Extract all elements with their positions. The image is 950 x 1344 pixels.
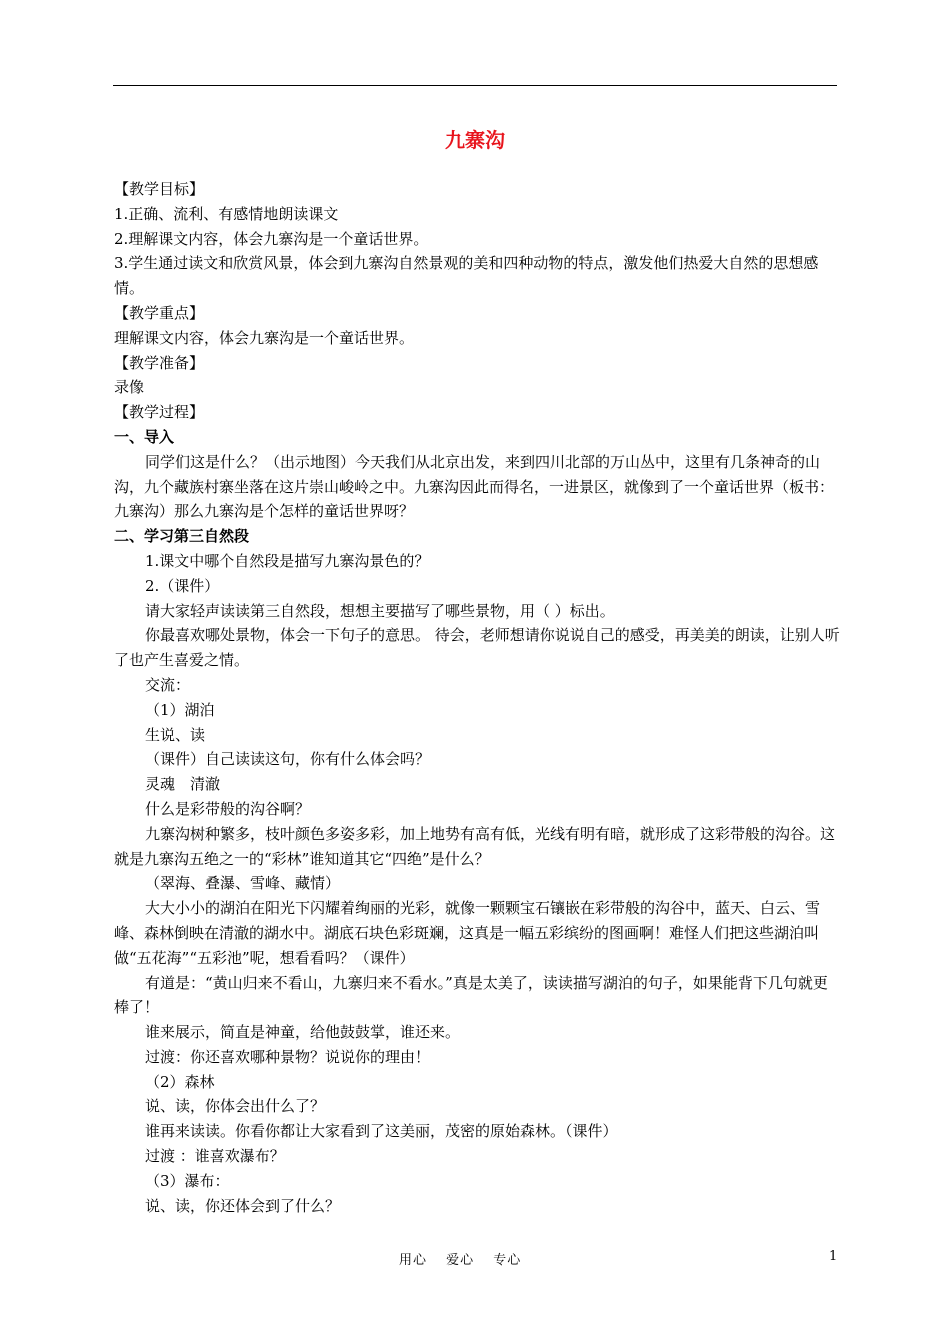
paragraph: 3.学生通过读文和欣赏风景，体会到九寨沟自然景观的美和四种动物的特点，激发他们热爱大自然的思想感情。	[114, 254, 819, 298]
footer-motto: 用心 爱心 专心	[399, 1253, 522, 1268]
paragraph: 同学们这是什么？（出示地图）今天我们从北京出发，来到四川北部的万山丛中，这里有几条神奇的山沟，九个藏族村寨坐落在这片崇山峻岭之中。九寨沟因此而得名，一进景区，就像到了一个童话世界（板书：九寨沟）那么九寨沟是个怎样的童话世界呀？	[114, 452, 835, 521]
document-title: 九寨沟	[445, 128, 505, 152]
paragraph: 【教学目标】	[114, 180, 205, 198]
paragraph: 2.（课件）	[145, 576, 220, 595]
paragraph: 你最喜欢哪处景物，体会一下句子的意思。 待会，老师想请你说说自己的感受，再美美的朗读，让别人听了也产生喜爱之情。	[114, 626, 840, 670]
paragraph: 什么是彩带般的沟谷啊？	[145, 799, 311, 818]
paragraph: （课件）自己读读这句，你有什么体会吗？	[145, 750, 431, 769]
paragraph: 【教学准备】	[114, 353, 205, 372]
paragraph: 1.正确、流利、有感情地朗读课文	[114, 204, 339, 223]
paragraph: 【教学过程】	[114, 403, 205, 422]
paragraph: 录像	[114, 378, 145, 397]
paragraph: 大大小小的湖泊在阳光下闪耀着绚丽的光彩，就像一颗颗宝石镶嵌在彩带般的沟谷中，蓝天、白云、雪峰、森林倒映在清澈的湖水中。湖底石块色彩斑斓，这真是一幅五彩缤纷的图画啊！难怪人们把这些湖泊叫做“五花海”“五彩池”呢，想看看吗？（课件）	[114, 899, 821, 967]
section-heading: 一、导入	[114, 427, 175, 446]
section-heading: 二、学习第三自然段	[114, 527, 250, 546]
paragraph: 理解课文内容，体会九寨沟是一个童话世界。	[114, 328, 415, 347]
paragraph: 谁来展示，简直是神童，给他鼓鼓掌，谁还来。	[145, 1023, 461, 1042]
paragraph: （翠海、叠瀑、雪峰、藏情）	[145, 874, 341, 893]
document-body	[114, 177, 840, 1218]
paragraph: 生说、读	[145, 725, 206, 744]
paragraph: 说、读，你体会出什么了？	[145, 1097, 326, 1116]
paragraph: 说、读，你还体会到了什么？	[145, 1196, 341, 1215]
paragraph: 九寨沟树种繁多，枝叶颜色多姿多彩，加上地势有高有低，光线有明有暗，就形成了这彩带般的沟谷。这就是九寨沟五绝之一的“彩林”谁知道其它“四绝”是什么？	[114, 824, 836, 868]
paragraph: 【教学重点】	[114, 303, 205, 322]
paragraph: 2.理解课文内容，体会九寨沟是一个童话世界。	[114, 229, 429, 248]
paragraph: （1）湖泊	[145, 700, 215, 719]
paragraph: 过渡 ：谁喜欢瀑布？	[145, 1147, 285, 1166]
paragraph: （2）森林	[145, 1072, 215, 1091]
paragraph: 交流：	[145, 675, 191, 694]
paragraph: 谁再来读读。你看你都让大家看到了这美丽，茂密的原始森林。（课件）	[145, 1122, 618, 1141]
paragraph: 请大家轻声读读第三自然段，想想主要描写了哪些景物，用（ ）标出。	[145, 601, 615, 620]
paragraph: （3）瀑布：	[145, 1171, 230, 1190]
header-rule	[113, 85, 837, 86]
page-number: 1	[829, 1249, 838, 1264]
paragraph: 有道是：“黄山归来不看山，九寨归来不看水。”真是太美了，读读描写湖泊的句子，如果能背下几句就更棒了！	[114, 973, 828, 1017]
paragraph: 灵魂 清澈	[145, 775, 221, 794]
paragraph: 过渡：你还喜欢哪种景物？说说你的理由！	[145, 1047, 431, 1066]
paragraph: 1.课文中哪个自然段是描写九寨沟景色的？	[145, 551, 430, 570]
